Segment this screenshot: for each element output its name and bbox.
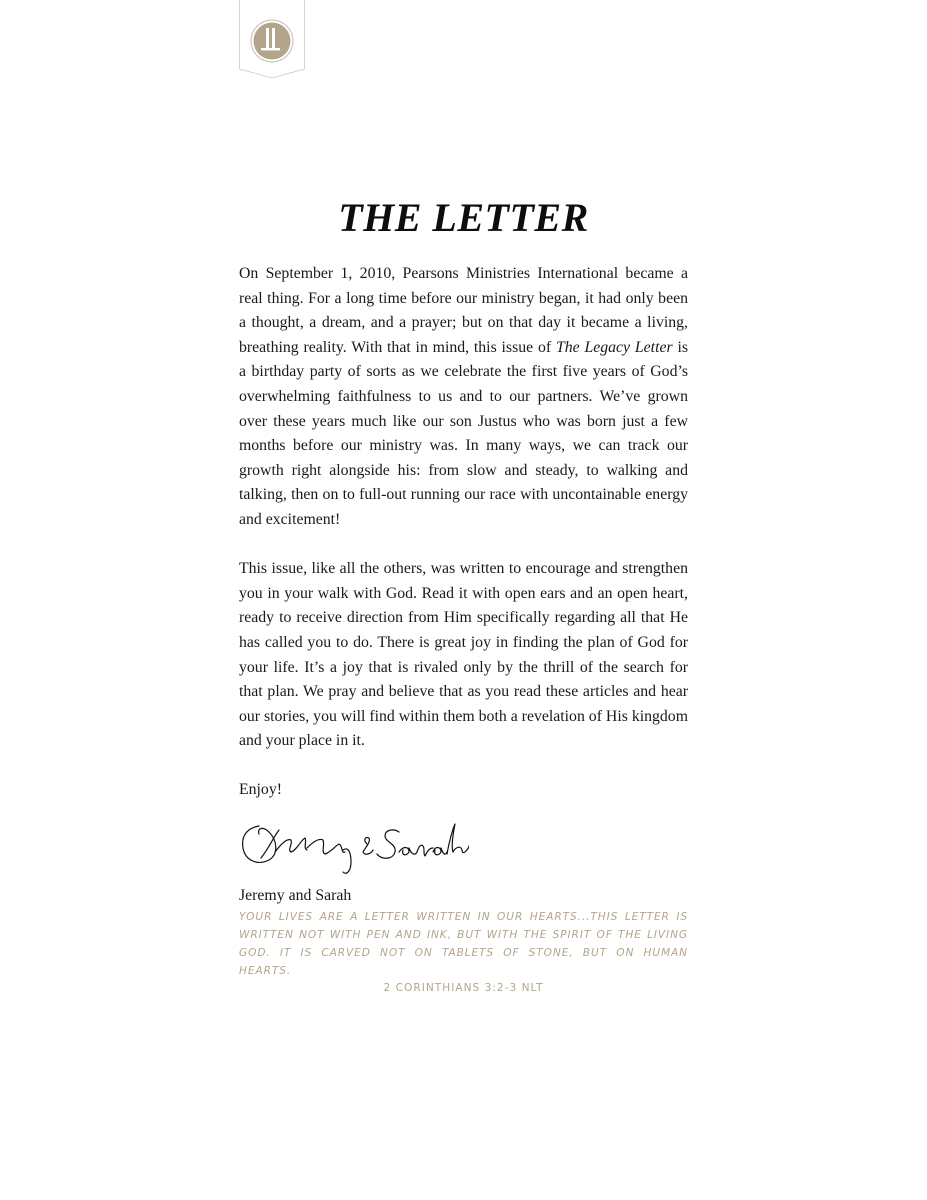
paragraph-1	[239, 262, 688, 533]
paragraph-1-text-a: On September 1, 2010, Pearsons Ministries International became a real thing. For a long time before our ministry began, it had only been a thought, a dream, and a prayer; but on that day it became a living, breathing reality. With that in mind, this issue of	[239, 265, 688, 356]
paragraph-2: This issue, like all the others, was written to encourage and strengthen you in your walk with God. Read it with open ears and an open heart, ready to receive direction from Him specifically regarding all that He has called you to do. There is great joy in finding the plan of God for your life. It’s a joy that is rivaled only by the thrill of the search for that plan. We pray and believe that as you read these articles and hear our stories, you will find within them both a revelation of His kingdom and your place in it.	[239, 560, 688, 750]
publication-title: The Legacy Letter	[555, 338, 673, 356]
logo-tab	[239, 0, 305, 78]
page-title: THE LETTER	[338, 195, 589, 240]
paragraph-1-text-b: is a birthday party of sorts as we celebrate the first five years of God’s overwhelming faithfulness to us and to our partners. We’ve grown over these years much like our son Justus who was born just a few months before our ministry was. In many ways, we can track our growth right alongside his: from slow and steady, to walking and talking, then on to full-out running our race with uncontainable energy and excitement!	[239, 338, 688, 528]
scripture-quote: YOUR LIVES ARE A LETTER WRITTEN IN OUR HEARTS...THIS LETTER IS WRITTEN NOT WITH PEN AND INK, BUT WITH THE SPIRIT OF THE LIVING GOD. IT IS CARVED NOT ON TABLETS OF STONE, BUT ON HUMAN HEARTS.	[239, 911, 688, 977]
signature-name: Jeremy and Sarah	[239, 886, 352, 904]
closing-text: Enjoy!	[239, 781, 282, 799]
ll-monogram-icon	[239, 0, 305, 78]
scripture-reference: 2 CORINTHIANS 3:2-3 NLT	[383, 982, 544, 994]
handwritten-signature	[239, 818, 469, 880]
letter-body	[239, 262, 688, 933]
